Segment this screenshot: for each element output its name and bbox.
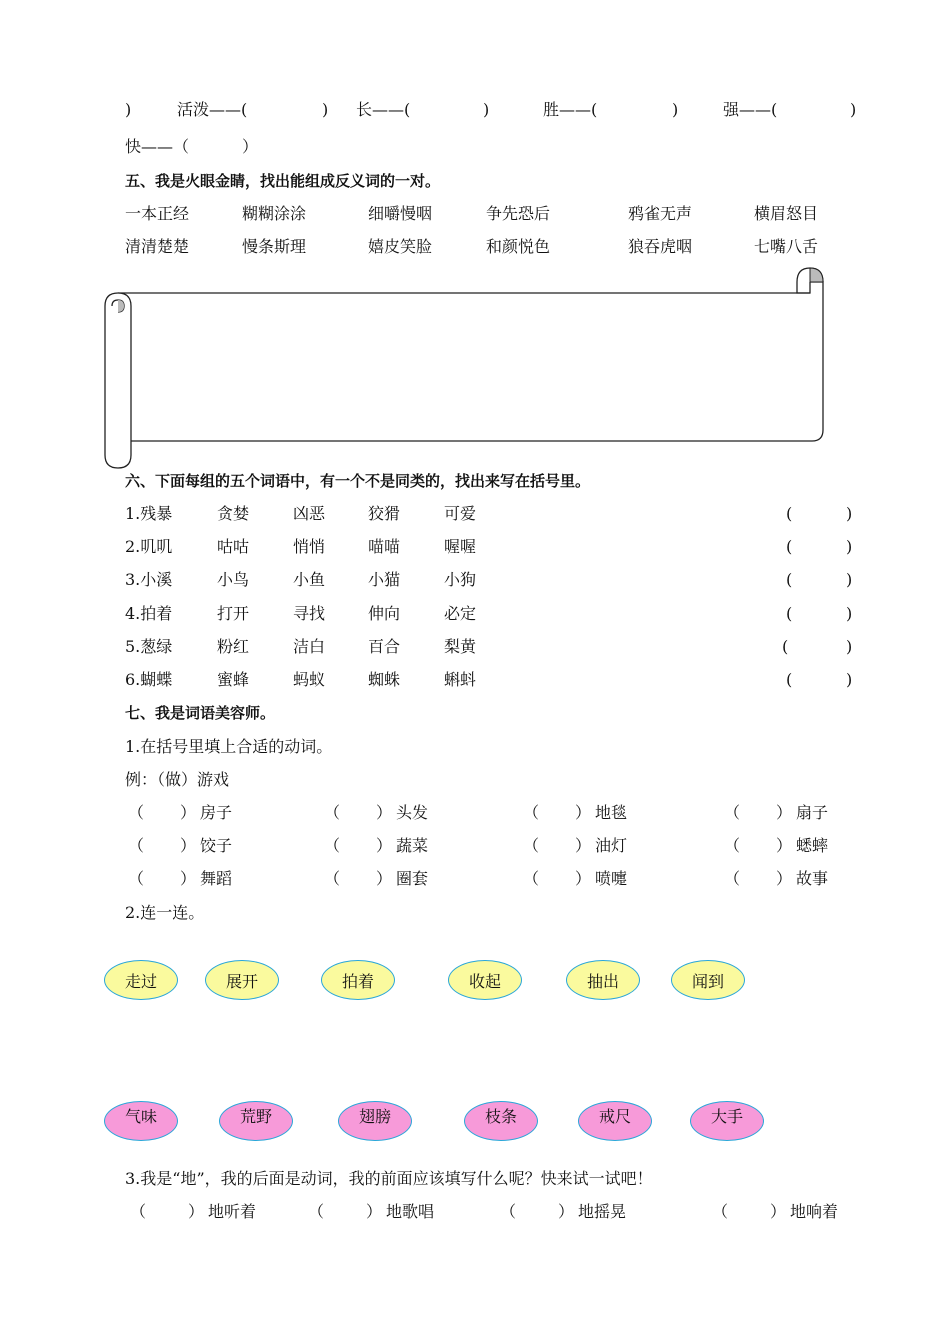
word: 洁白 bbox=[293, 636, 326, 656]
section-7-title: 七、我是词语美容师。 bbox=[125, 704, 276, 722]
question-1: 1.在括号里填上合适的动词。 bbox=[125, 737, 333, 756]
antonym-prompt-strong: 强——( bbox=[723, 100, 778, 119]
verb-blank-open[interactable]: （ bbox=[523, 803, 540, 822]
verb-blank-close: ） bbox=[376, 869, 393, 889]
word: 百合 bbox=[368, 636, 401, 656]
word: 粉红 bbox=[217, 636, 250, 656]
antonym-prompt-fast: 快——（ bbox=[125, 137, 190, 156]
paren-close: ) bbox=[322, 100, 329, 119]
noun: 舞蹈 bbox=[200, 869, 233, 889]
idiom: 狼吞虎咽 bbox=[628, 237, 693, 256]
verb-blank-open[interactable]: （ bbox=[724, 836, 741, 856]
verb-blank-close: ） bbox=[776, 869, 793, 889]
idiom: 和颜悦色 bbox=[486, 237, 551, 256]
answer-paren-open[interactable]: ( bbox=[786, 670, 793, 689]
de-blank-close: ） bbox=[366, 1202, 383, 1221]
word: 蚂蚁 bbox=[293, 670, 326, 689]
de-blank-close: ） bbox=[188, 1202, 205, 1221]
de-phrase: 地歌唱 bbox=[386, 1202, 435, 1221]
idiom: 争先恐后 bbox=[486, 204, 551, 223]
noun: 扇子 bbox=[796, 803, 829, 822]
noun-oval[interactable]: 戒尺 bbox=[578, 1101, 652, 1141]
word: 可爱 bbox=[444, 504, 477, 523]
idiom: 细嚼慢咽 bbox=[368, 204, 433, 223]
paren-close: ） bbox=[242, 137, 259, 156]
verb-oval[interactable]: 收起 bbox=[448, 960, 522, 1000]
word-group-number: 6.蝴蝶 bbox=[125, 670, 173, 689]
verb-blank-close: ） bbox=[776, 836, 793, 856]
word: 蜜蜂 bbox=[217, 670, 250, 689]
noun: 地毯 bbox=[595, 803, 628, 822]
verb-blank-close: ） bbox=[180, 803, 197, 822]
section-5-title: 五、我是火眼金睛，找出能组成反义词的一对。 bbox=[125, 172, 441, 190]
noun-oval[interactable]: 翅膀 bbox=[338, 1101, 412, 1141]
answer-paren-open[interactable]: ( bbox=[786, 603, 793, 623]
verb-blank-open[interactable]: （ bbox=[324, 836, 341, 856]
word: 悄悄 bbox=[293, 537, 326, 557]
noun: 蔬菜 bbox=[396, 836, 429, 856]
de-blank-open[interactable]: （ bbox=[308, 1202, 325, 1221]
answer-paren-open[interactable]: ( bbox=[786, 570, 793, 590]
answer-paren-close: ) bbox=[846, 504, 853, 523]
verb-blank-open[interactable]: （ bbox=[324, 869, 341, 889]
de-blank-open[interactable]: （ bbox=[500, 1202, 517, 1221]
paren-close: ) bbox=[483, 100, 490, 119]
noun: 饺子 bbox=[200, 836, 233, 856]
noun: 油灯 bbox=[595, 836, 628, 856]
answer-paren-close: ) bbox=[846, 537, 853, 557]
example-line: 例：（做）游戏 bbox=[125, 770, 230, 789]
answer-paren-open[interactable]: ( bbox=[786, 537, 793, 557]
verb-oval[interactable]: 闻到 bbox=[671, 960, 745, 1000]
answer-paren-close: ) bbox=[846, 603, 853, 623]
word-group-number: 4.拍着 bbox=[125, 603, 173, 623]
verb-oval[interactable]: 展开 bbox=[205, 960, 279, 1000]
verb-blank-close: ） bbox=[376, 803, 393, 822]
idiom: 横眉怒目 bbox=[754, 204, 819, 223]
noun: 蟋蟀 bbox=[796, 836, 829, 856]
word: 蜘蛛 bbox=[368, 670, 401, 689]
word: 小猫 bbox=[368, 570, 401, 590]
noun-oval[interactable]: 荒野 bbox=[219, 1101, 293, 1141]
verb-oval[interactable]: 拍着 bbox=[321, 960, 395, 1000]
noun-oval[interactable]: 枝条 bbox=[464, 1101, 538, 1141]
verb-blank-open[interactable]: （ bbox=[128, 803, 145, 822]
verb-blank-open[interactable]: （ bbox=[128, 836, 145, 856]
word-group-number: 1.残暴 bbox=[125, 504, 173, 523]
word: 小鱼 bbox=[293, 570, 326, 590]
word: 贪婪 bbox=[217, 504, 250, 523]
de-blank-close: ） bbox=[770, 1202, 787, 1221]
verb-blank-close: ） bbox=[180, 836, 197, 856]
word: 梨黄 bbox=[444, 636, 477, 656]
verb-blank-close: ） bbox=[575, 869, 592, 889]
idiom: 嬉皮笑脸 bbox=[368, 237, 433, 256]
verb-blank-open[interactable]: （ bbox=[724, 803, 741, 822]
idiom: 慢条斯理 bbox=[242, 237, 307, 256]
word: 凶恶 bbox=[293, 504, 326, 523]
de-blank-open[interactable]: （ bbox=[130, 1202, 147, 1221]
word: 蝌蚪 bbox=[444, 670, 477, 689]
answer-paren-open[interactable]: ( bbox=[786, 504, 793, 523]
word-group-number: 3.小溪 bbox=[125, 570, 173, 590]
answer-paren-close: ) bbox=[846, 570, 853, 590]
noun: 故事 bbox=[796, 869, 829, 889]
word-group-number: 5.葱绿 bbox=[125, 636, 173, 656]
idiom: 清清楚楚 bbox=[125, 237, 190, 256]
paren-close: ) bbox=[125, 100, 132, 119]
noun: 喷嚏 bbox=[595, 869, 628, 889]
noun-oval[interactable]: 大手 bbox=[690, 1101, 764, 1141]
answer-paren-close: ) bbox=[846, 670, 853, 689]
verb-blank-open[interactable]: （ bbox=[523, 836, 540, 856]
de-phrase: 地摇晃 bbox=[578, 1202, 627, 1221]
answer-paren-open[interactable]: ( bbox=[782, 636, 789, 656]
question-2: 2.连一连。 bbox=[125, 903, 205, 922]
verb-blank-open[interactable]: （ bbox=[724, 869, 741, 889]
verb-blank-close: ） bbox=[776, 803, 793, 822]
word-group-number: 2.叽叽 bbox=[125, 537, 173, 557]
idiom: 七嘴八舌 bbox=[754, 237, 819, 256]
paren-close: ) bbox=[672, 100, 679, 119]
idiom: 一本正经 bbox=[125, 204, 190, 223]
de-blank-open[interactable]: （ bbox=[712, 1202, 729, 1221]
word: 打开 bbox=[217, 603, 250, 623]
scroll-answer-box[interactable] bbox=[0, 0, 950, 480]
noun: 房子 bbox=[200, 803, 233, 822]
word: 必定 bbox=[444, 603, 477, 623]
antonym-prompt-lively: 活泼——( bbox=[177, 100, 248, 119]
verb-blank-close: ） bbox=[575, 803, 592, 822]
word: 咕咕 bbox=[217, 537, 250, 557]
verb-blank-open[interactable]: （ bbox=[523, 869, 540, 889]
verb-blank-close: ） bbox=[376, 836, 393, 856]
noun: 头发 bbox=[396, 803, 429, 822]
antonym-prompt-long: 长——( bbox=[356, 100, 411, 119]
de-blank-close: ） bbox=[558, 1202, 575, 1221]
verb-blank-close: ） bbox=[575, 836, 592, 856]
paren-close: ) bbox=[850, 100, 857, 119]
section-6-title: 六、下面每组的五个词语中，有一个不是同类的，找出来写在括号里。 bbox=[125, 472, 591, 490]
verb-blank-open[interactable]: （ bbox=[324, 803, 341, 822]
noun-oval[interactable]: 气味 bbox=[104, 1101, 178, 1141]
noun: 圈套 bbox=[396, 869, 429, 889]
word: 寻找 bbox=[293, 603, 326, 623]
question-3: 3.我是“地”，我的后面是动词，我的前面应该填写什么呢？快来试一试吧！ bbox=[125, 1169, 653, 1188]
word: 小鸟 bbox=[217, 570, 250, 590]
verb-oval[interactable]: 抽出 bbox=[566, 960, 640, 1000]
verb-blank-close: ） bbox=[180, 869, 197, 889]
de-phrase: 地响着 bbox=[790, 1202, 839, 1221]
answer-paren-close: ) bbox=[846, 636, 853, 656]
word: 小狗 bbox=[444, 570, 477, 590]
verb-blank-open[interactable]: （ bbox=[128, 869, 145, 889]
word: 狡猾 bbox=[368, 504, 401, 523]
verb-oval[interactable]: 走过 bbox=[104, 960, 178, 1000]
word: 伸向 bbox=[368, 603, 401, 623]
idiom: 鸦雀无声 bbox=[628, 204, 693, 223]
idiom: 糊糊涂涂 bbox=[242, 204, 307, 223]
word: 喔喔 bbox=[444, 537, 477, 557]
word: 喵喵 bbox=[368, 537, 401, 557]
de-phrase: 地听着 bbox=[208, 1202, 257, 1221]
antonym-prompt-win: 胜——( bbox=[543, 100, 598, 119]
